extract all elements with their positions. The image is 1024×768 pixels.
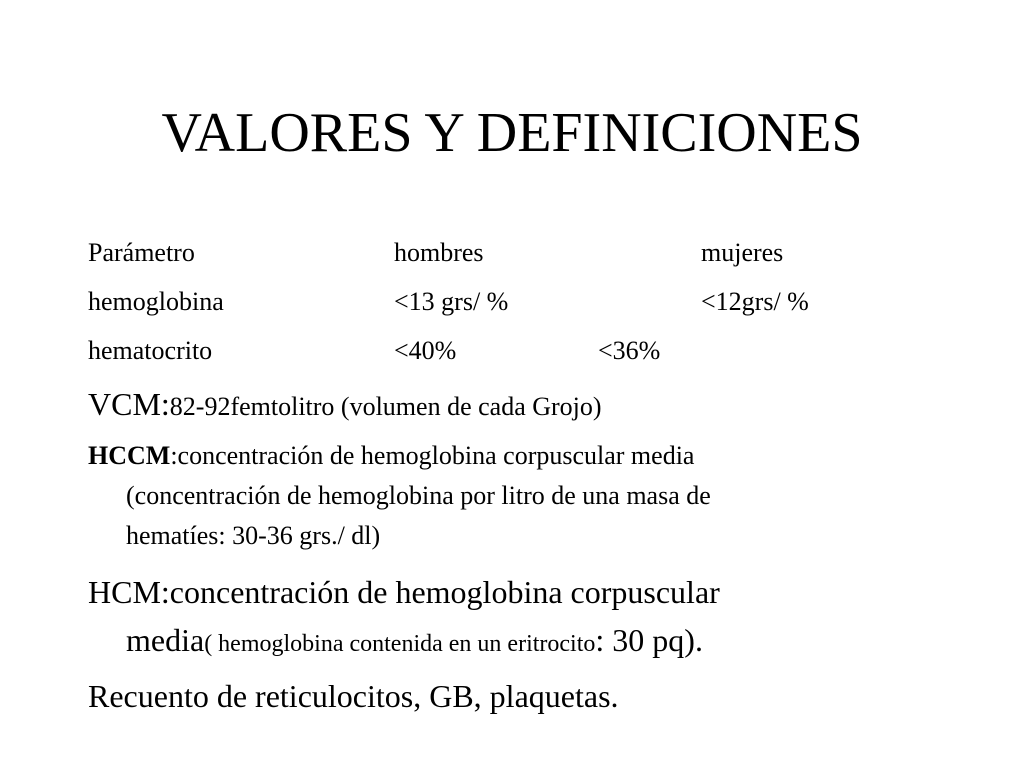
hccm-line3: hematíes: 30-36 grs./ dl) [126,521,381,550]
row-hematocrito-hombres: <40% [394,336,457,365]
slide-title: VALORES Y DEFINICIONES [161,102,863,164]
header-mujeres: mujeres [701,238,784,267]
hccm-line1: :concentración de hemoglobina corpuscular media [170,441,695,470]
row-hematocrito-mujeres: <36% [598,336,661,365]
row-hemoglobina-mujeres: <12grs/ % [701,287,809,316]
hcm-paragraph [88,568,720,668]
hccm-paragraph [88,436,711,556]
hcm-value: : 30 pq). [595,622,703,658]
hcm-detail: ( hemoglobina contenida en un eritrocito [204,631,596,657]
hccm-line2: (concentración de hemoglobina por litro de una masa de [126,481,711,510]
vcm-text: 82-92femtolitro (volumen de cada Grojo) [169,392,602,421]
hccm-label: HCCM [88,441,171,470]
header-hombres: hombres [394,238,484,267]
row-hematocrito-parameter: hematocrito [88,336,213,365]
row-hemoglobina-parameter: hemoglobina [88,287,224,316]
vcm-label: VCM: [88,386,170,422]
hcm-line1: HCM:concentración de hemoglobina corpuscular [88,574,720,610]
row-hemoglobina-hombres: <13 grs/ % [394,287,509,316]
hccm-first-line [88,441,694,470]
vcm-paragraph [88,381,602,430]
hcm-line2 [88,616,720,668]
recuento-paragraph: Recuento de reticulocitos, GB, plaquetas. [88,678,619,714]
header-parametro: Parámetro [88,238,195,267]
hcm-media: media [126,622,205,658]
